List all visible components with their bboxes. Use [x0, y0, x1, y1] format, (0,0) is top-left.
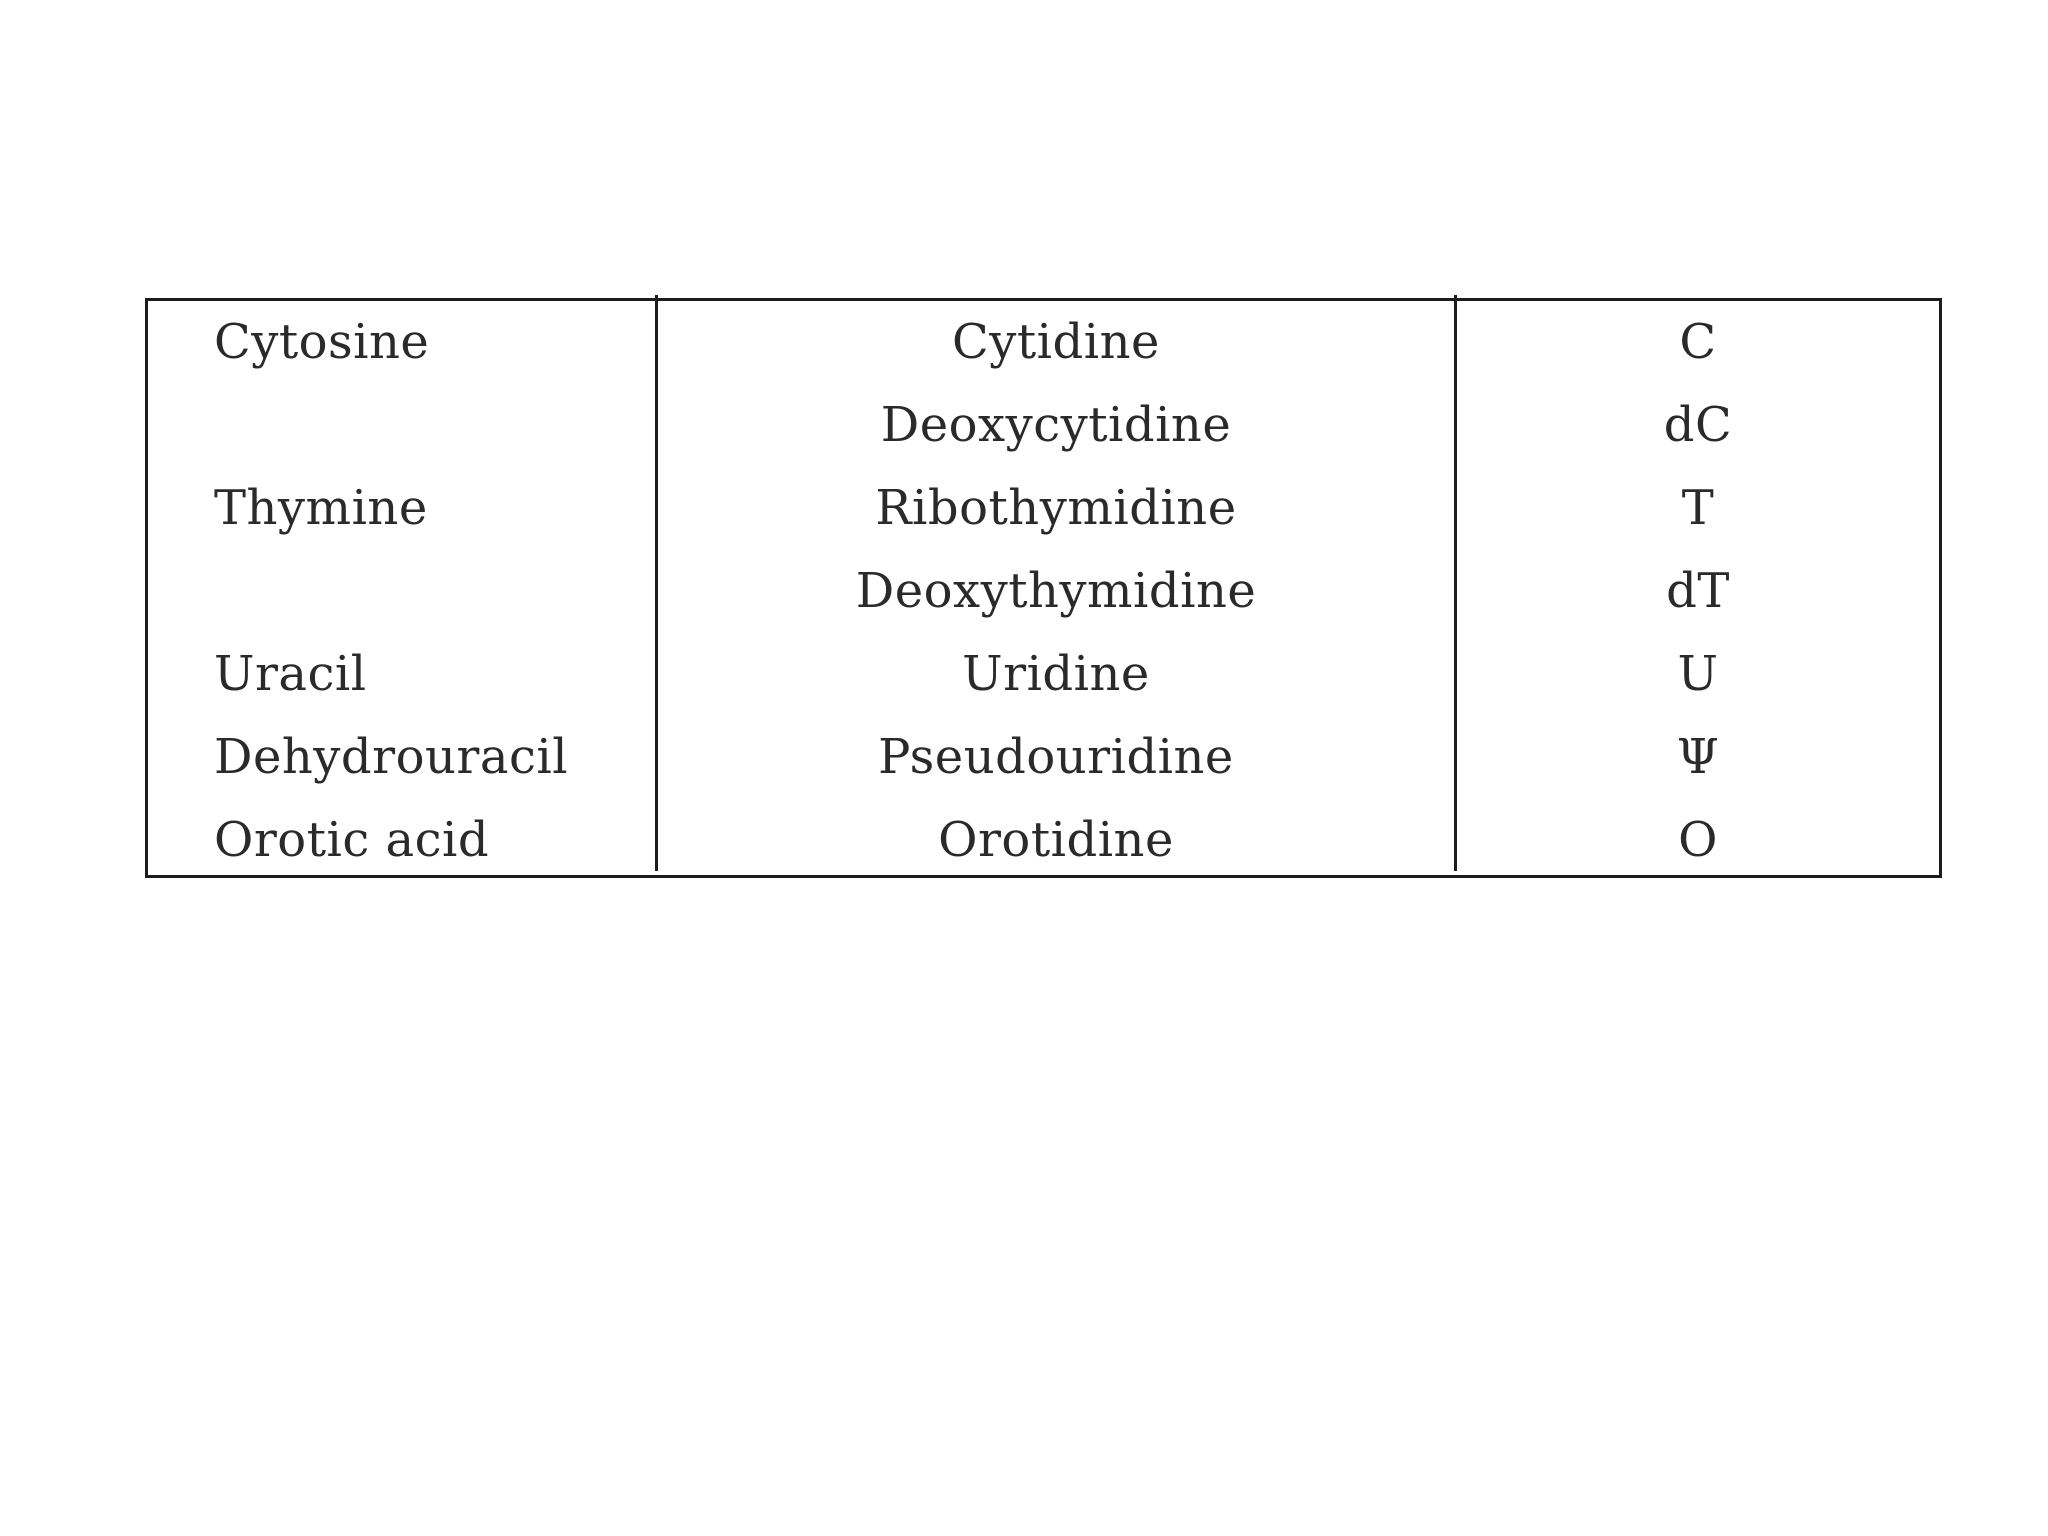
symbol-cell: Ψ: [1676, 729, 1720, 785]
table-row: [148, 467, 1939, 550]
table-row: [148, 633, 1939, 716]
nucleoside-table: [145, 298, 1942, 878]
symbol-cell: U: [1677, 646, 1719, 702]
symbol-cell: dT: [1666, 563, 1730, 619]
base-cell: Cytosine: [214, 314, 430, 370]
nucleoside-cell: Orotidine: [938, 812, 1174, 868]
table-row: [148, 550, 1939, 633]
base-cell: [214, 550, 644, 633]
symbol-cell: dC: [1663, 397, 1733, 453]
base-cell: Orotic acid: [214, 812, 490, 868]
base-cell: [214, 384, 644, 467]
nucleoside-cell: Pseudouridine: [878, 729, 1234, 785]
table-row: [148, 301, 1939, 384]
table-row: [148, 799, 1939, 882]
symbol-cell: O: [1678, 812, 1718, 868]
nucleoside-cell: Uridine: [962, 646, 1150, 702]
nucleoside-cell: Cytidine: [952, 314, 1160, 370]
symbol-cell: T: [1681, 480, 1715, 536]
symbol-cell: C: [1679, 314, 1717, 370]
nucleoside-cell: Ribothymidine: [875, 480, 1237, 536]
nucleoside-cell: Deoxycytidine: [880, 397, 1232, 453]
table-row: [148, 384, 1939, 467]
base-cell: Dehydrouracil: [214, 729, 569, 785]
table-row: [148, 716, 1939, 799]
nucleoside-cell: Deoxythymidine: [855, 563, 1257, 619]
base-cell: Uracil: [214, 646, 367, 702]
base-cell: Thymine: [214, 480, 428, 536]
